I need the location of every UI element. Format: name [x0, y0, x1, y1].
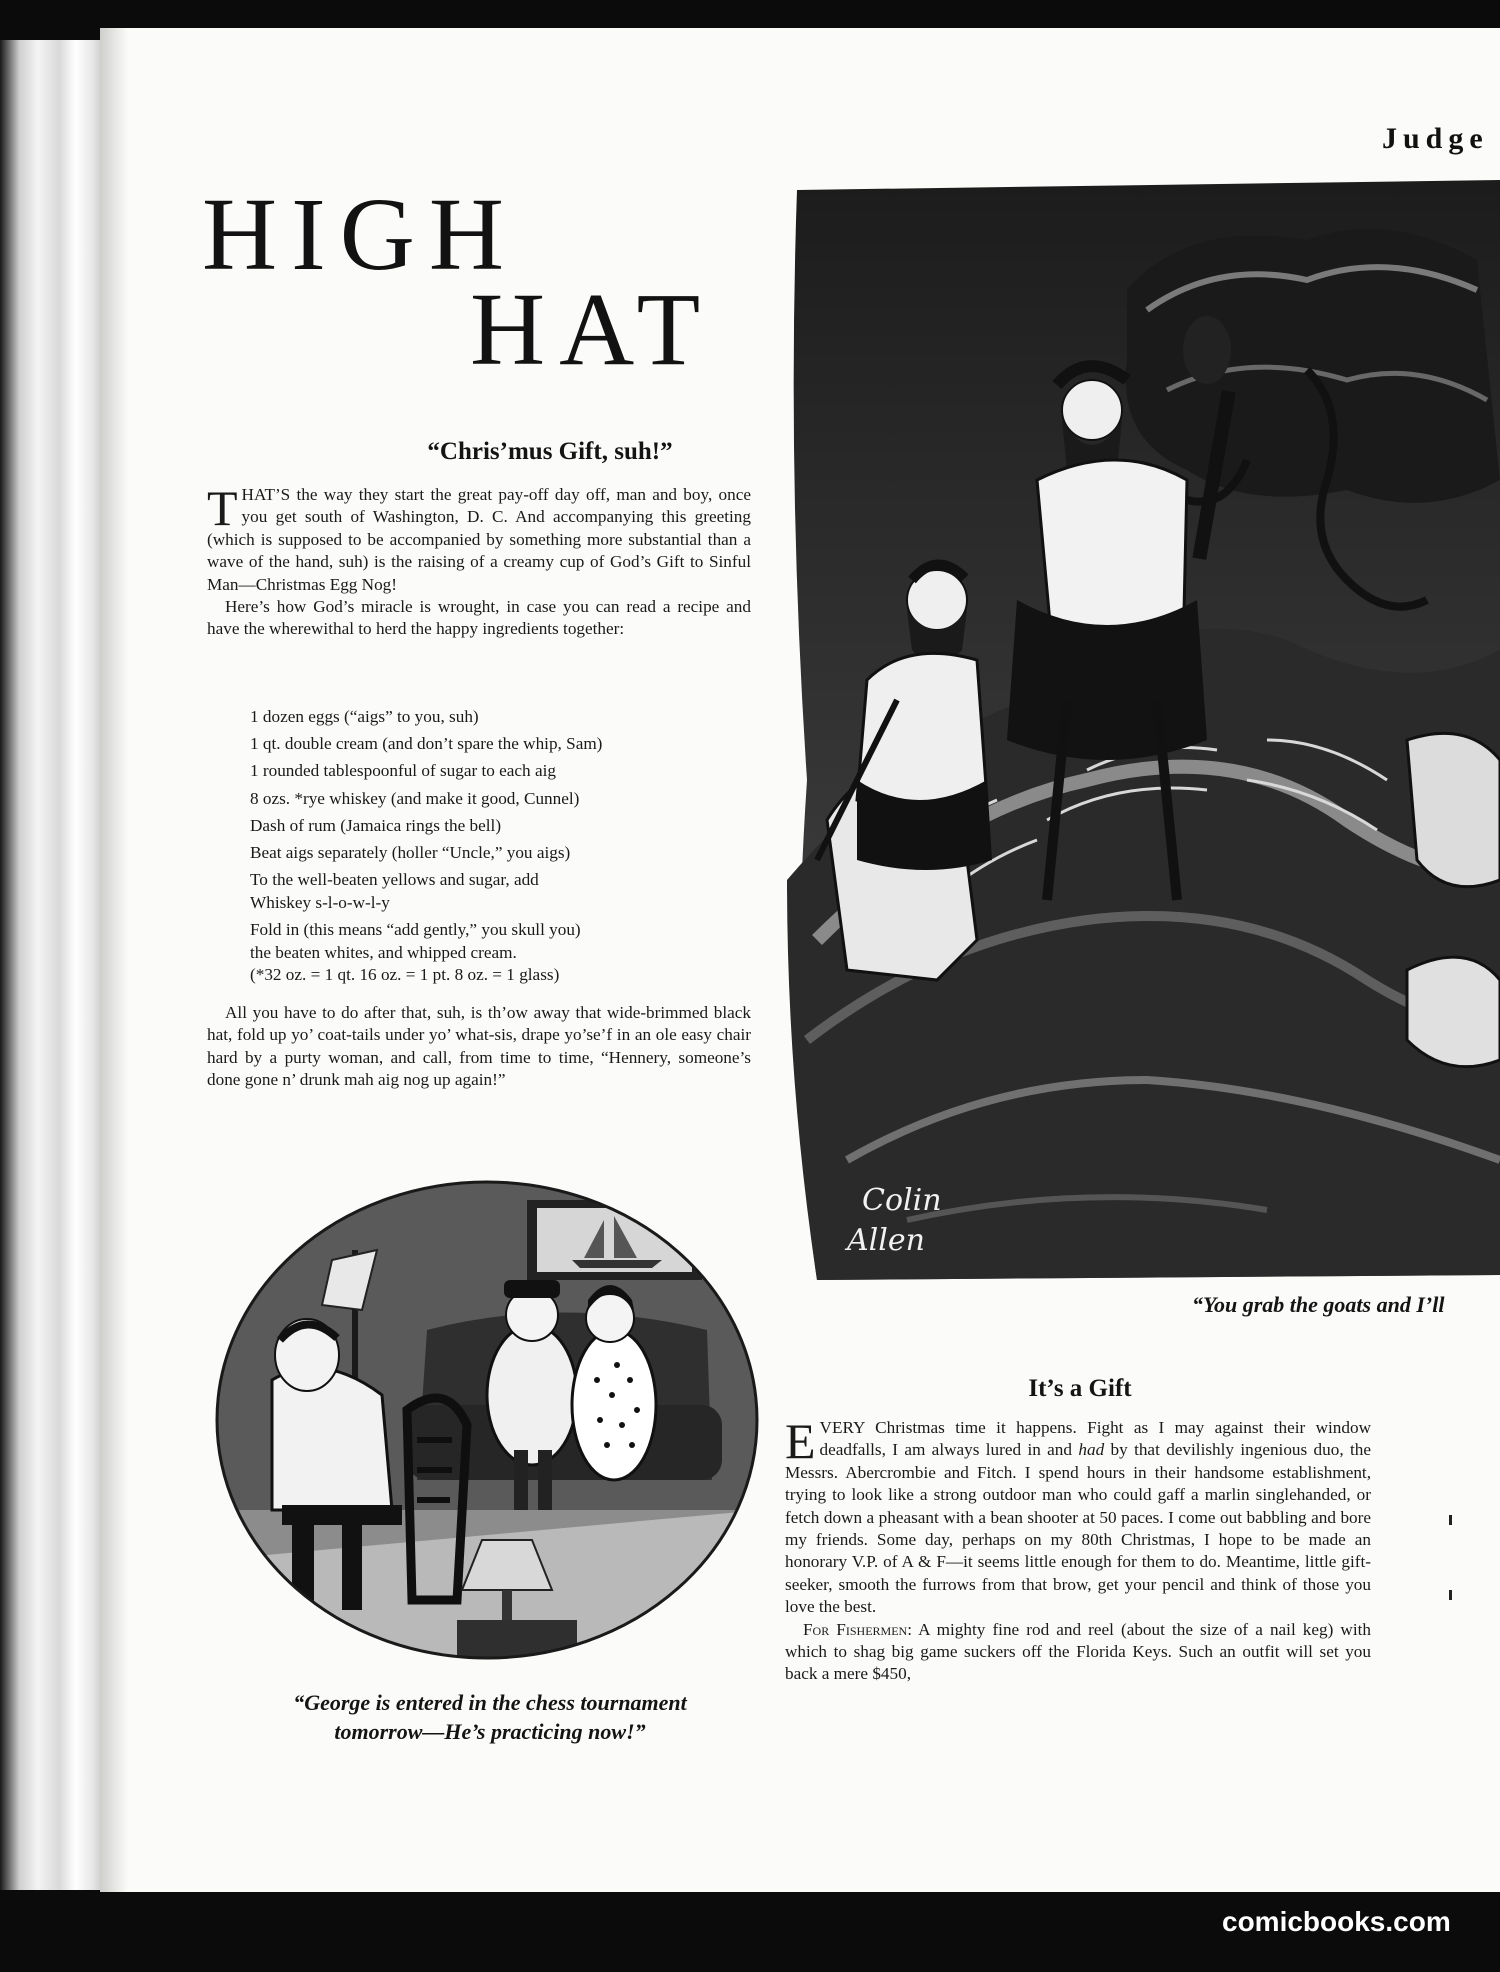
artist-signature-line1: Colin [862, 1183, 942, 1218]
recipe-item: Fold in (this means “add gently,” you skull you) the beaten whites, and whipped cream. [250, 919, 581, 962]
stray-mark [1449, 1515, 1452, 1525]
article1-para3: All you have to do after that, suh, is th’ow away that wide-brimmed black hat, fold up yo’ coat-tails under yo’ what-sis, drape yo’se’f in an ole easy chair hard by a purty woman, and call, from time to time, “Hennery, someone’s done gone n’ drunk mah aig nog up again!” [207, 1003, 751, 1090]
running-head: Judge [1382, 122, 1489, 155]
stray-mark [1449, 1590, 1452, 1600]
recipe-item: Beat aigs separately (holler “Uncle,” you aigs) [250, 842, 571, 862]
article2-heading: It’s a Gift [1028, 1375, 1132, 1402]
fishermen-label: For Fishermen: [803, 1619, 912, 1639]
artist-signature-line2: Allen [847, 1223, 925, 1258]
page-title-line1: HIGH [202, 177, 518, 292]
article1-heading: “Chris’mus Gift, suh!” [427, 438, 673, 465]
recipe-item: To the well-beaten yellows and sugar, add Whiskey s-l-o-w-l-y [250, 870, 539, 912]
article2-body: EVERY Christmas time it happens. Fight as I may against their window deadfalls, I am always lured in and had by that devilishly ingenious duo, the Messrs. Abercrombie and Fitch. I spend hours in their handsome establishment, trying to look like a strong outdoor man who could gaff a marlin singlehanded, or fetch down a pheasant with a bean shooter at 50 paces. I come out babbling and bore my friends. Some day, perhaps on my 80th Christmas, I hope to be made an honorary V.P. of A & F—it seems little enough for them to do. Meantime, little gift-seeker, smooth the furrows from that brow, get your pencil and think of those you love the best. For Fishermen: A mighty fine rod and reel (about the size of a nail keg) with which to shag big game suckers off the Florida Keys. Such an outfit will set you back a mere $450, [785, 1413, 1371, 1684]
chess-cartoon-caption: “George is entered in the chess tournament tomorrow—He’s practicing now!” [293, 1690, 687, 1744]
watermark: comicbooks.com [1222, 1906, 1451, 1937]
article2-dropcap: E [785, 1413, 816, 1469]
eggnog-recipe-list [250, 706, 770, 991]
page-title-line2: HAT [470, 272, 715, 387]
cavemen-cartoon [787, 180, 1500, 1280]
recipe-item: 1 dozen eggs (“aigs” to you, suh) [250, 707, 479, 726]
article1-dropcap: T [207, 480, 238, 536]
recipe-item: 1 rounded tablespoonful of sugar to each aig [250, 761, 556, 781]
chess-cartoon [212, 1180, 762, 1670]
recipe-item: 1 qt. double cream (and don’t spare the whip, Sam) [250, 734, 603, 754]
article1-para1: HAT’S the way they start the great pay-off day off, man and boy, once you get south of Washington, D. C. And accompanying this greeting (which is supposed to be accompanied by something more substantial than a wave of the hand, suh) is the raising of a creamy cup of God’s Gift to Sinful Man—Christmas Egg Nog! [207, 485, 751, 594]
recipe-item: 8 ozs. *rye whiskey (and make it good, Cunnel) [250, 788, 580, 808]
recipe-item: Dash of rum (Jamaica rings the bell) [250, 815, 502, 835]
article1-intro [207, 480, 751, 641]
page-gutter-shadow [100, 28, 128, 1892]
cavemen-cartoon-caption: “You grab the goats and I’ll [1192, 1292, 1445, 1317]
recipe-footnote: (*32 oz. = 1 qt. 16 oz. = 1 pt. 8 oz. = 1 glass) [250, 965, 560, 985]
book-page-edges [0, 40, 108, 1890]
article1-para2: Here’s how God’s miracle is wrought, in case you can read a recipe and have the wherewithal to herd the happy ingredients together: [207, 597, 751, 639]
